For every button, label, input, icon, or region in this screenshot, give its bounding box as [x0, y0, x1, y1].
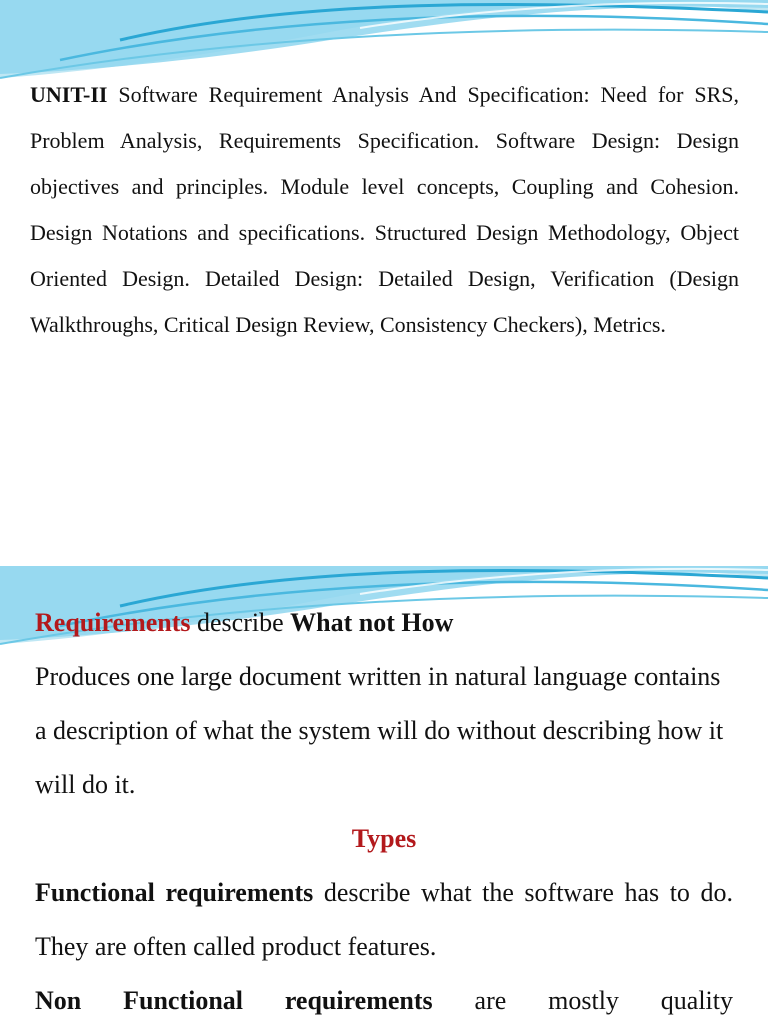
unit-label: UNIT-II — [30, 82, 108, 107]
requirements-line — [35, 596, 733, 650]
functional-requirements — [35, 866, 733, 974]
functional-text: describe what the software has to do. They are often called product features. — [35, 878, 733, 961]
functional-term: Functional requirements — [35, 878, 314, 907]
requirements-describe: describe — [197, 608, 284, 637]
wave-header-decoration — [0, 0, 768, 80]
nonfunctional-requirements — [35, 974, 733, 1024]
slide-2 — [0, 566, 768, 1024]
unit-description — [30, 72, 739, 348]
what-not-how: What not How — [290, 608, 454, 637]
nonfunctional-term: Non Functional requirements — [35, 986, 433, 1015]
requirements-term: Requirements — [35, 608, 191, 637]
unit-body: Software Requirement Analysis And Specification: Need for SRS, Problem Analysis, Requirements Specification. Software Design: Design objectives and principles. Module level concepts, Coupling and Cohesion. Design Notations and specifications. Structured Design Methodology, Object Oriented Design. Detailed Design: Detailed Design, Verification (Design Walkthroughs, Critical Design Review, Consistency Checkers), Metrics. — [30, 82, 740, 337]
nonfunctional-text: are mostly quality — [474, 986, 733, 1015]
types-heading: Types — [351, 824, 417, 853]
slide-2-content — [35, 596, 733, 1024]
document-paragraph: Produces one large document written in natural language contains a description of what the system will do without describing how it will do it. — [35, 662, 724, 799]
